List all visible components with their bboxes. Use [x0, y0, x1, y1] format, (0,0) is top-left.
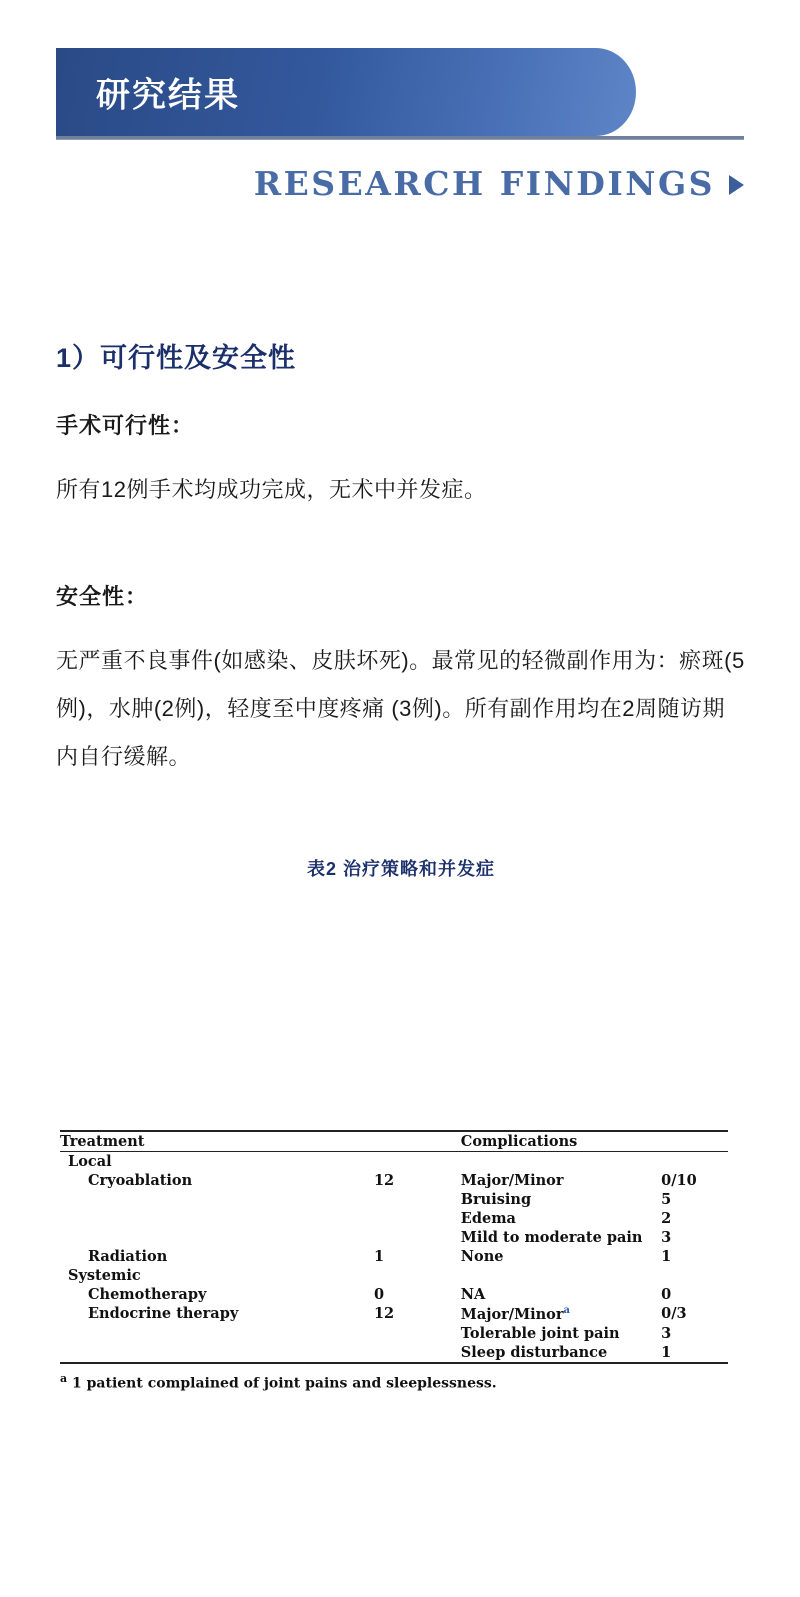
content-body	[56, 336, 746, 881]
table-row	[60, 1304, 728, 1324]
cell-n	[374, 1152, 461, 1172]
column-header-complications: Complications	[460, 1133, 578, 1150]
table-row	[60, 1152, 728, 1172]
cell-count: 1	[661, 1343, 672, 1361]
table-row	[60, 1190, 728, 1209]
cell-n	[374, 1228, 461, 1247]
table-footnote	[60, 1372, 728, 1392]
complications-table-wrapper	[60, 1130, 728, 1391]
table-row	[60, 1285, 728, 1304]
cell-count: 0/10	[661, 1172, 697, 1189]
cell-complication: Major/Minor$^a$	[460, 1305, 570, 1323]
cell-count: 5	[661, 1191, 672, 1208]
table-row	[60, 1171, 728, 1190]
footnote-ref: a	[563, 1305, 570, 1316]
footnote-text: 1 patient complained of joint pains and sleeplessness.	[72, 1375, 497, 1392]
cell-treatment: Cryoablation	[88, 1172, 193, 1189]
table-body	[60, 1152, 728, 1363]
column-header-treatment: Treatment	[60, 1133, 145, 1150]
cell-n: 12	[373, 1305, 395, 1322]
subtitle-row	[56, 164, 744, 203]
cell-count: 3	[661, 1324, 672, 1342]
spacer	[56, 514, 746, 580]
cell-treatment	[60, 1228, 374, 1247]
cell-treatment: Radiation	[88, 1248, 168, 1265]
table-row	[60, 1266, 728, 1285]
cell-treatment	[60, 1209, 374, 1228]
sub-heading-feasibility: 手术可行性：	[56, 413, 195, 438]
cell-complication: Mild to moderate pain	[460, 1229, 643, 1246]
cell-n: 0	[373, 1286, 385, 1303]
cell-count	[661, 1266, 728, 1285]
table-row	[60, 1343, 728, 1363]
cell-count: 2	[661, 1210, 672, 1227]
cell-complication: Sleep disturbance	[460, 1343, 608, 1361]
table-caption: 表2 治疗策略和并发症	[306, 859, 495, 879]
table-row	[60, 1209, 728, 1228]
cell-count: 0/3	[661, 1305, 687, 1322]
footnote-marker: a	[60, 1371, 68, 1385]
cell-treatment	[60, 1190, 374, 1209]
cell-count: 0	[661, 1286, 672, 1303]
table-header-row	[60, 1131, 728, 1152]
table-row	[60, 1247, 728, 1266]
complications-table	[60, 1130, 728, 1364]
header-banner	[56, 48, 636, 136]
cell-treatment: Systemic	[68, 1267, 141, 1284]
table-row	[60, 1228, 728, 1247]
cell-treatment	[60, 1343, 374, 1363]
header-divider	[56, 136, 744, 140]
cell-n: 12	[373, 1172, 395, 1189]
cell-complication: Major/Minor	[460, 1172, 564, 1189]
cell-treatment	[60, 1324, 374, 1343]
cell-treatment: Endocrine therapy	[88, 1305, 239, 1322]
cell-complication: None	[460, 1248, 504, 1265]
section-heading: 1）可行性及安全性	[56, 343, 297, 373]
cell-treatment: Local	[68, 1153, 112, 1170]
cell-n	[374, 1190, 461, 1209]
cell-complication	[461, 1152, 661, 1172]
cell-count	[661, 1152, 728, 1172]
page-subtitle: RESEARCH FINDINGS	[253, 164, 715, 203]
cell-count: 1	[661, 1248, 672, 1265]
paragraph-safety: 无严重不良事件(如感染、皮肤坏死)。最常见的轻微副作用为：瘀斑(5例)，水肿(2例)，轻度至中度疼痛 (3例)。所有副作用均在2周随访期内自行缓解。	[56, 648, 745, 769]
cell-complication	[461, 1266, 661, 1285]
column-header-count	[661, 1131, 728, 1152]
cell-n: 1	[373, 1248, 385, 1265]
table-row	[60, 1324, 728, 1343]
paragraph-feasibility: 所有12例手术均成功完成，无术中并发症。	[56, 477, 487, 502]
cell-complication: Tolerable joint pain	[460, 1324, 620, 1342]
cell-treatment: Chemotherapy	[88, 1286, 207, 1303]
cell-n	[374, 1266, 461, 1285]
banner-title: 研究结果	[96, 75, 240, 116]
sub-heading-safety: 安全性：	[56, 584, 149, 609]
cell-complication: Edema	[460, 1210, 516, 1227]
cell-complication: NA	[460, 1286, 486, 1303]
triangle-right-icon	[729, 175, 744, 195]
cell-count: 3	[661, 1229, 672, 1246]
column-header-n	[374, 1131, 461, 1152]
cell-n	[374, 1209, 461, 1228]
cell-n	[374, 1324, 461, 1343]
cell-complication: Bruising	[460, 1191, 532, 1208]
cell-n	[374, 1343, 461, 1363]
